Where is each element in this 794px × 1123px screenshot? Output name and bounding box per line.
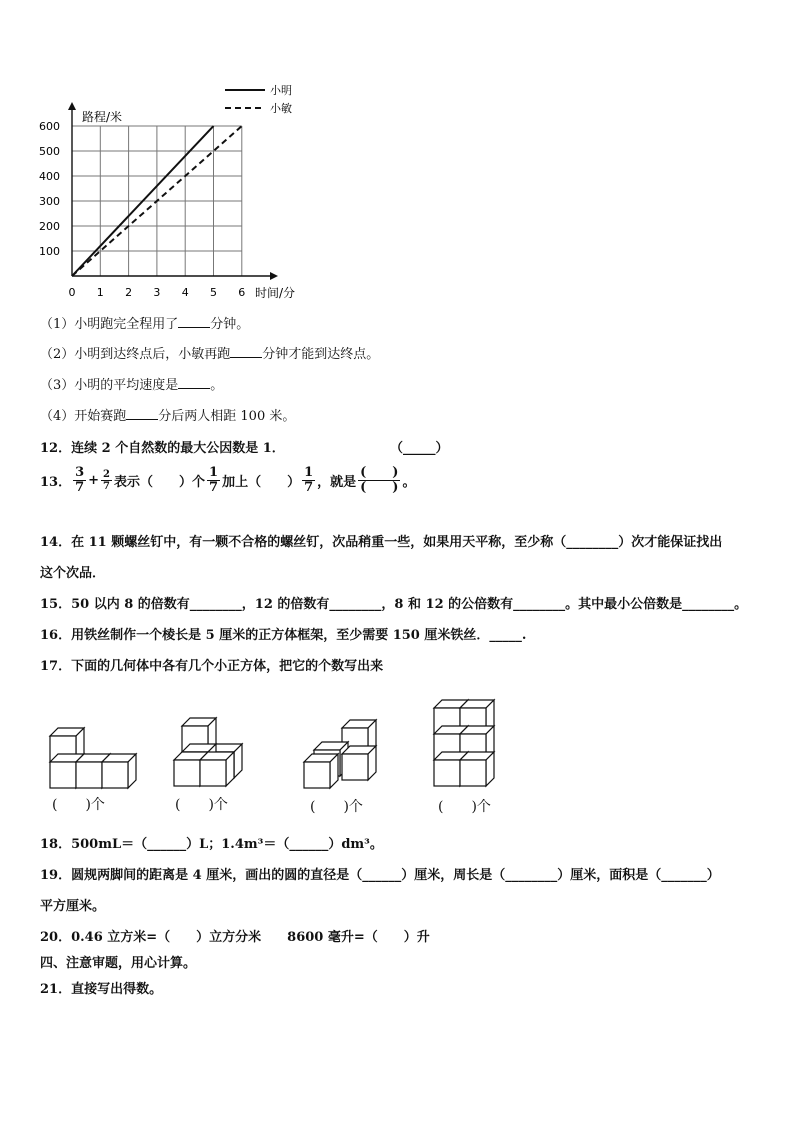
cube-figure-3 xyxy=(304,720,376,788)
q11-sub2-text-b: 分钟才能到达终点。 xyxy=(262,347,380,362)
q12-answer-blank[interactable]: （_____） xyxy=(390,441,449,456)
y-tick-label: 300 xyxy=(39,195,60,208)
q11-sub2-text-a: （2）小明到达终点后，小敏再跑 xyxy=(40,347,231,362)
x-tick-label: 3 xyxy=(153,286,161,299)
section-4-heading: 四、注意审题，用心计算。 xyxy=(40,956,197,971)
q21-text: 21．直接写出得数。 xyxy=(40,982,163,997)
q11-sub1 xyxy=(40,313,249,332)
q13-text-1: 表示（ ）个 xyxy=(114,475,206,490)
q13-answer-denominator[interactable]: ( ) xyxy=(360,480,399,495)
q13-f2-denominator: 7 xyxy=(103,481,111,492)
x-tick-label: 1 xyxy=(96,286,104,299)
x-axis-label: 时间/分 xyxy=(255,286,296,300)
q17-label-3[interactable]: ( )个 xyxy=(310,799,363,815)
x-tick-label: 5 xyxy=(210,286,217,299)
q16-text: 16．用铁丝制作一个棱长是 5 厘米的正方体框架，至少需要 150 厘米铁丝．_____. xyxy=(40,628,527,643)
q19-line-1: 19．圆规两脚间的距离是 4 厘米，画出的圆的直径是（______）厘米，周长是（________）厘米，面积是（_______） xyxy=(40,868,720,883)
q17-label-2[interactable]: ( )个 xyxy=(175,797,228,813)
q14-line-2: 这个次品． xyxy=(40,566,106,581)
chart-ticks xyxy=(39,120,245,299)
q11-sub3 xyxy=(40,374,223,393)
legend-label-2: 小敏 xyxy=(270,102,292,115)
cube-figures xyxy=(0,680,794,830)
q11-sub4-text-a: （4）开始赛跑 xyxy=(40,409,127,424)
x-tick-label: 4 xyxy=(181,286,189,299)
y-tick-label: 500 xyxy=(39,145,60,158)
q11-sub2 xyxy=(40,343,379,362)
q17-label-4[interactable]: ( )个 xyxy=(438,799,491,815)
q11-sub2-blank[interactable] xyxy=(230,345,262,358)
y-tick-label: 600 xyxy=(39,120,60,133)
q11-sub1-text-a: （1）小明跑完全程用了 xyxy=(40,317,179,332)
q13-f1-denominator: 7 xyxy=(75,480,85,495)
q13-plus: + xyxy=(88,473,100,488)
q13-text-4: 。 xyxy=(402,475,416,490)
q17-label-1[interactable]: ( )个 xyxy=(52,797,105,813)
q18-text: 18．500mL＝（______）L；1.4m³＝（______）dm³。 xyxy=(40,837,383,852)
legend-label-1: 小明 xyxy=(270,84,292,97)
q13-f2-numerator: 2 xyxy=(103,469,111,480)
chart-axes xyxy=(68,102,278,280)
q11-sub1-text-b: 分钟。 xyxy=(210,317,250,332)
x-tick-label: 6 xyxy=(238,286,246,299)
y-axis-label: 路程/米 xyxy=(82,110,123,124)
q19-line-2: 平方厘米。 xyxy=(40,899,106,914)
q11-sub3-blank[interactable] xyxy=(178,376,210,389)
q13-number: 13． xyxy=(40,475,72,490)
cube-figure-4 xyxy=(434,700,494,786)
x-tick-label: 0 xyxy=(68,286,76,299)
q13-text-3: ，就是 xyxy=(317,475,357,490)
q13-row xyxy=(40,466,415,495)
q13-answer-numerator[interactable]: ( ) xyxy=(360,465,399,480)
q12-text: 12．连续 2 个自然数的最大公因数是 1． xyxy=(40,441,285,456)
q13-text-2: 加上（ ） xyxy=(222,475,301,490)
y-axis-arrow-icon xyxy=(68,102,76,110)
q13-fraction-2 xyxy=(101,469,112,492)
x-axis-arrow-icon xyxy=(270,272,278,280)
cube-figure-1 xyxy=(50,728,136,788)
q17-text: 17．下面的几何体中各有几个小正方体，把它的个数写出来 xyxy=(40,659,384,674)
q13-answer-fraction[interactable] xyxy=(358,466,400,495)
cube-figure-2 xyxy=(174,718,242,786)
q11-sub4-blank[interactable] xyxy=(126,407,158,420)
q11-sub3-text-b: 。 xyxy=(210,378,224,393)
y-tick-label: 200 xyxy=(39,220,60,233)
q13-fraction-1 xyxy=(73,466,86,495)
y-tick-label: 400 xyxy=(39,170,60,183)
distance-time-chart xyxy=(0,0,794,310)
q11-sub3-text-a: （3）小明的平均速度是 xyxy=(40,378,179,393)
q13-f1-numerator: 3 xyxy=(75,465,85,480)
x-tick-label: 2 xyxy=(125,286,133,299)
q11-sub4-text-b: 分后两人相距 100 米。 xyxy=(158,409,296,424)
q13-f3-numerator: 1 xyxy=(209,465,219,480)
q15-text: 15．50 以内 8 的倍数有________，12 的倍数有________，8 和 12 的公倍数有________。其中最小公倍数是________。 xyxy=(40,597,748,612)
q14-line-1: 14．在 11 颗螺丝钉中，有一颗不合格的螺丝钉，次品稍重一些，如果用天平称，至少称（________）次才能保证找出 xyxy=(40,535,723,550)
q11-sub1-blank[interactable] xyxy=(178,315,210,328)
q13-fraction-3 xyxy=(207,466,220,495)
q13-fraction-4 xyxy=(302,466,315,495)
y-tick-label: 100 xyxy=(39,245,60,258)
q11-sub4 xyxy=(40,405,295,424)
chart-legend xyxy=(225,83,292,115)
q13-f3-denominator: 7 xyxy=(209,480,219,495)
q13-f4-numerator: 1 xyxy=(304,465,314,480)
q20-text: 20．0.46 立方米=（ ）立方分米 8600 毫升=（ ）升 xyxy=(40,930,430,945)
q13-f4-denominator: 7 xyxy=(304,480,314,495)
